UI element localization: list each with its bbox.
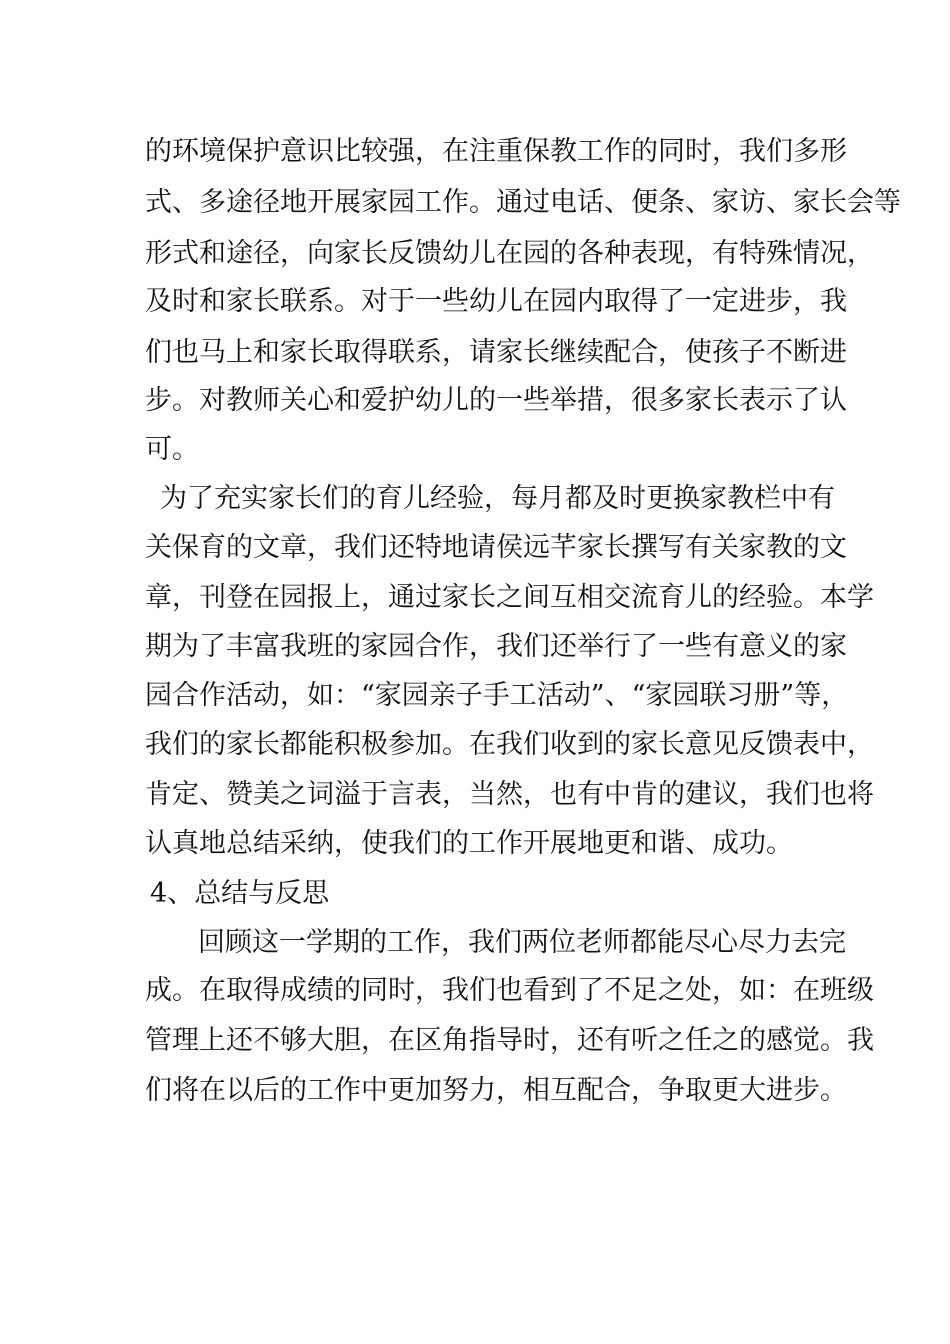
text-line: 关保育的文章，我们还特地请侯远芊家长撰写有关家教的文	[145, 532, 847, 563]
text-line: 管理上还不够大胆，在区角指导时，还有听之任之的感觉。我	[145, 1025, 874, 1056]
text-line: 章，刊登在园报上，通过家长之间互相交流育儿的经验。本学	[145, 582, 874, 613]
text-line: 为了充实家长们的育儿经验，每月都及时更换家教栏中有	[160, 483, 835, 514]
text-line: 步。对教师关心和爱护幼儿的一些举措，很多家长表示了认	[145, 385, 847, 416]
text-line: 及时和家长联系。对于一些幼儿在园内取得了一定进步，我	[145, 286, 847, 317]
text-line: 式、多途径地开展家园工作。通过电话、便条、家访、家长会等	[145, 187, 901, 218]
text-line: 们也马上和家长取得联系，请家长继续配合，使孩子不断进	[145, 337, 847, 368]
text-line: 回顾这一学期的工作，我们两位老师都能尽心尽力去完	[198, 927, 846, 958]
section-heading: 4、总结与反思	[150, 878, 330, 909]
text-line: 园合作活动，如：“家园亲子手工活动”、“家园联习册”等，	[145, 680, 849, 711]
text-line: 们将在以后的工作中更加努力，相互配合，争取更大进步。	[145, 1075, 847, 1106]
text-line: 我们的家长都能积极参加。在我们收到的家长意见反馈表中，	[145, 729, 874, 760]
text-line: 肯定、赞美之词溢于言表，当然，也有中肯的建议，我们也将	[145, 779, 874, 810]
text-line: 可。	[145, 434, 199, 465]
text-line: 期为了丰富我班的家园合作，我们还举行了一些有意义的家	[145, 631, 847, 662]
text-line: 形式和途径，向家长反馈幼儿在园的各种表现，有特殊情况，	[145, 238, 874, 269]
text-line: 的环境保护意识比较强，在注重保教工作的同时，我们多形	[145, 136, 847, 167]
text-line: 成。在取得成绩的同时，我们也看到了不足之处，如：在班级	[145, 975, 874, 1006]
text-line: 认真地总结采纳，使我们的工作开展地更和谐、成功。	[145, 828, 793, 859]
